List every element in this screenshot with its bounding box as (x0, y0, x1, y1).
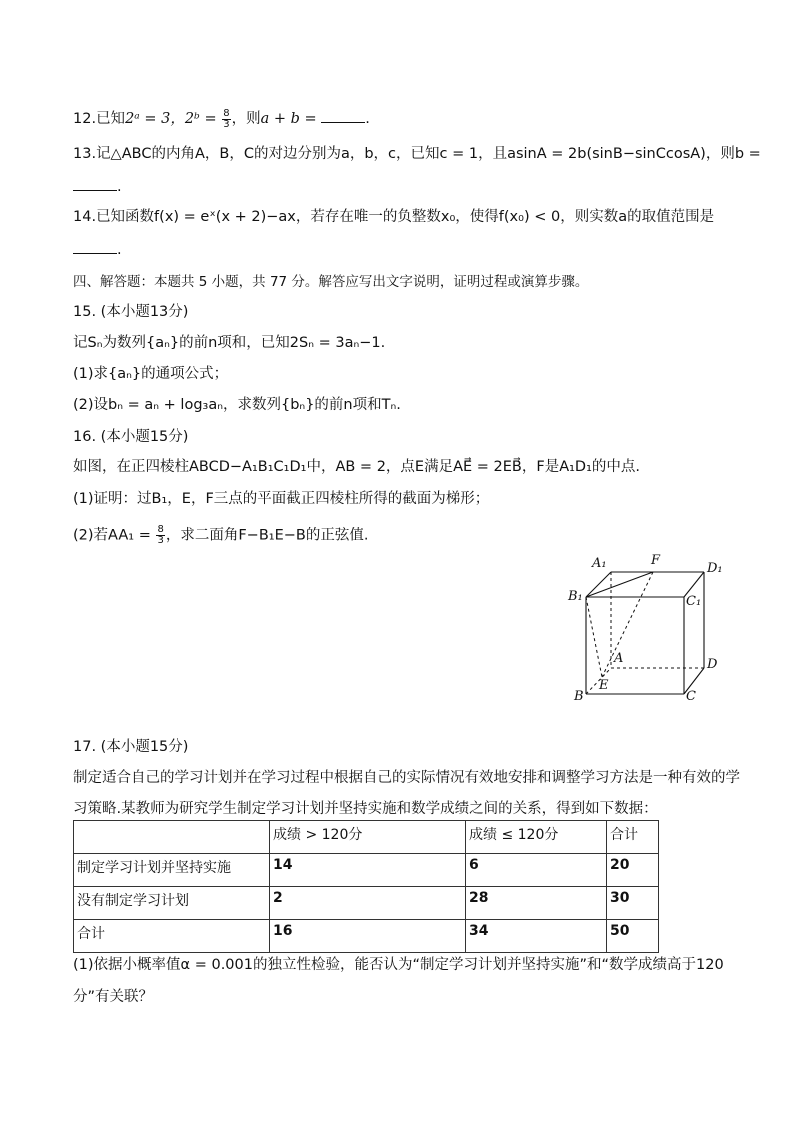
question-17-part1-line1: (1)依据小概率值α = 0.001的独立性检验，能否认为“制定学习计划并坚持实施”和“数学成绩高于120 (73, 957, 724, 973)
table-row (74, 854, 659, 887)
question-15-part1: (1)求{aₙ}的通项公式； (73, 366, 229, 382)
question-text: 记△ABC的内角A，B，C的对边分别为a，b，c，已知c = 1，且asinA = 2b(sinB−sinCcosA)，则b = (96, 146, 761, 162)
section-heading: 四、解答题：本题共 5 小题，共 77 分。解答应写出文字说明，证明过程或演算步骤。 (73, 274, 589, 290)
header-cell: 成绩 ≤ 120分 (466, 821, 607, 854)
prism-diagram (566, 550, 726, 708)
fraction: $\frac{8}{3}$ (223, 107, 230, 130)
table-header-row (74, 821, 659, 854)
label-F: F (651, 553, 661, 568)
question-16-part1: (1)证明：过B₁，E，F三点的平面截正四棱柱所得的截面为梯形； (73, 491, 490, 507)
period: . (365, 111, 370, 127)
label-C1: C₁ (686, 594, 702, 609)
label-D1: D₁ (707, 561, 723, 576)
table-cell: 50 (607, 920, 659, 953)
question-12 (73, 108, 370, 130)
question-17-para1: 制定适合自己的学习计划并在学习过程中根据自己的实际情况有效地安排和调整学习方法是一种有效的学 (73, 770, 740, 786)
table-cell: 34 (466, 920, 607, 953)
label-C: C (686, 689, 696, 704)
label-E: E (599, 678, 609, 693)
table-cell: 30 (607, 887, 659, 920)
table-row (74, 887, 659, 920)
question-14-answer-line (73, 239, 122, 260)
label-B1: B₁ (568, 589, 583, 604)
question-number: 13. (73, 146, 97, 162)
answer-blank (73, 239, 117, 254)
question-text: 已知函数f(x) = eˣ(x + 2)−ax，若存在唯一的负整数x₀，使得f(x₀) < 0，则实数a的取值范围是 (96, 209, 715, 225)
label-A1: A₁ (592, 556, 607, 571)
question-15-header: 15. (本小题13分) (73, 304, 189, 320)
table-cell: 16 (270, 920, 466, 953)
row-label: 没有制定学习计划 (74, 887, 270, 920)
table-cell: 6 (466, 854, 607, 887)
question-17-header: 17. (本小题15分) (73, 739, 189, 755)
header-cell: 合计 (607, 821, 659, 854)
question-text: 已知 (96, 111, 126, 127)
question-number: 14. (73, 209, 97, 225)
question-15-stem: 记Sₙ为数列{aₙ}的前n项和，已知2Sₙ = 3aₙ−1. (73, 335, 386, 351)
header-cell: 成绩 > 120分 (270, 821, 466, 854)
question-16-header: 16. (本小题15分) (73, 429, 189, 445)
question-number: 12. (73, 111, 97, 127)
question-text: (2)若AA₁ = (73, 527, 156, 544)
row-label: 合计 (74, 920, 270, 953)
question-17-part1-line2: 分”有关联？ (73, 989, 154, 1005)
question-14 (73, 207, 714, 227)
question-13 (73, 144, 761, 164)
question-text: ，则 (231, 111, 261, 127)
label-B: B (574, 689, 584, 704)
math-expression: a + b = (260, 111, 322, 127)
header-cell (74, 821, 270, 854)
question-16-stem: 如图，在正四棱柱ABCD−A₁B₁C₁D₁中，AB = 2，点E满足AE⃗ = 2EB⃗，F是A₁D₁的中点. (73, 459, 641, 475)
answer-blank (321, 108, 365, 123)
row-label: 制定学习计划并坚持实施 (74, 854, 270, 887)
table-row (74, 920, 659, 953)
answer-blank (73, 176, 117, 191)
table-cell: 20 (607, 854, 659, 887)
period: . (117, 179, 122, 195)
table-cell: 14 (270, 854, 466, 887)
label-A: A (614, 651, 624, 666)
fraction: $\frac{8}{3}$ (157, 524, 164, 546)
question-17-para2: 习策略.某教师为研究学生制定学习计划并坚持实施和数学成绩之间的关系，得到如下数据： (73, 801, 658, 817)
math-expression: 2ᵃ = 3，2ᵇ = (125, 111, 222, 127)
contingency-table (73, 820, 659, 953)
table-cell: 28 (466, 887, 607, 920)
question-16-part2 (73, 525, 368, 546)
question-text: ，求二面角F−B₁E−B的正弦值. (165, 527, 369, 544)
period: . (117, 242, 122, 258)
label-D: D (707, 657, 718, 672)
question-15-part2: (2)设bₙ = aₙ + log₃aₙ，求数列{bₙ}的前n项和Tₙ. (73, 397, 401, 413)
question-13-answer-line (73, 176, 122, 197)
table-cell: 2 (270, 887, 466, 920)
